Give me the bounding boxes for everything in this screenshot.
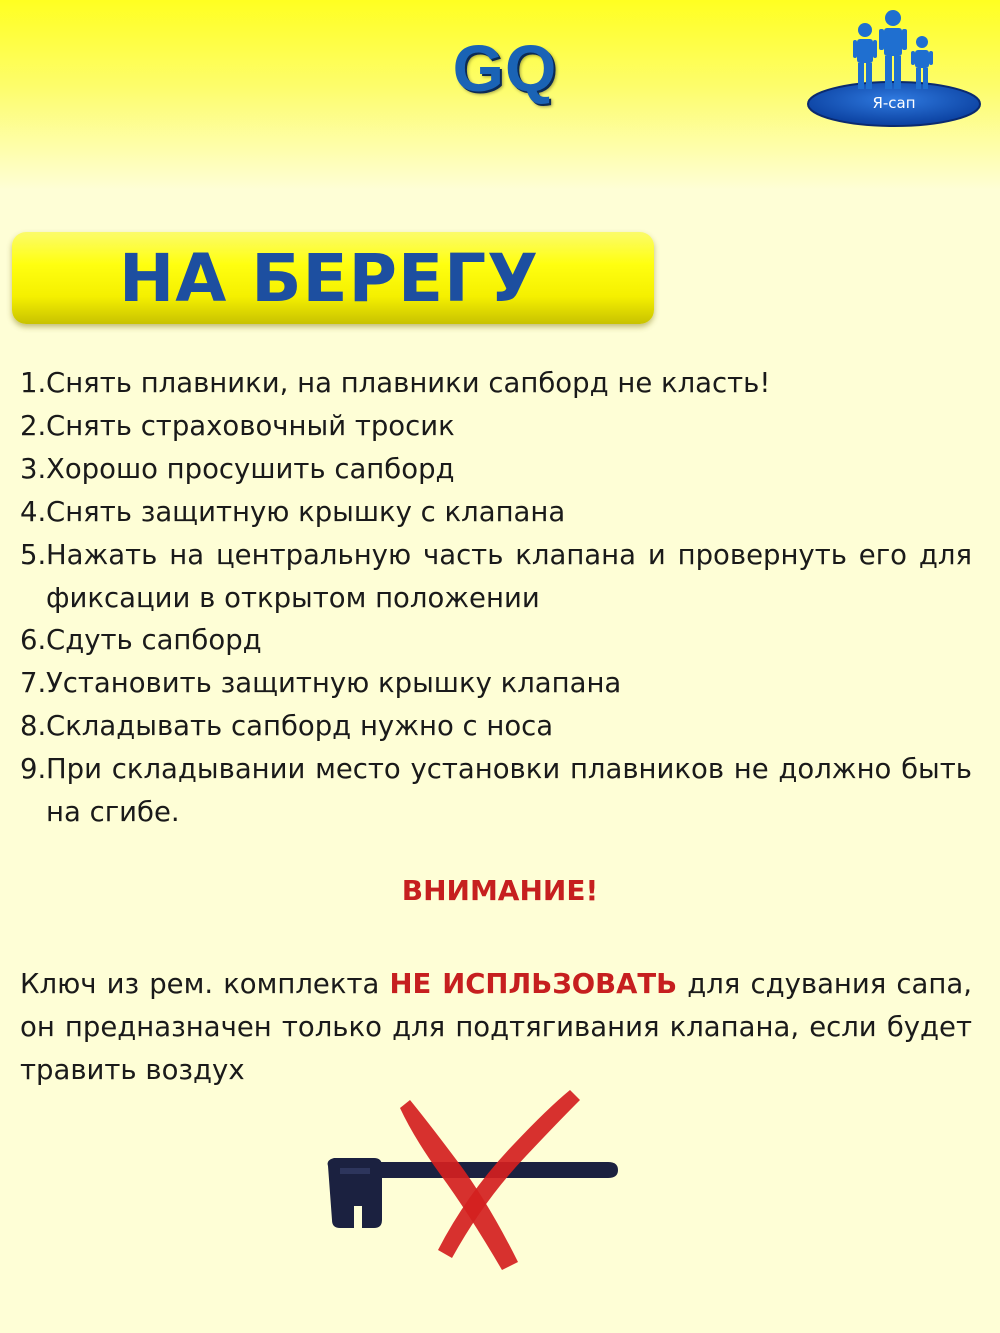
step-number: 9.: [20, 753, 47, 786]
instruction-list: [20, 362, 972, 834]
list-item: [20, 491, 972, 534]
list-item: [20, 534, 972, 620]
red-cross-icon: [400, 1090, 580, 1270]
list-item: [20, 362, 972, 405]
step-text: При складывании место установки плавников не должно быть на сгибе.: [46, 753, 972, 829]
step-number: 7.: [20, 667, 47, 700]
warning-title: ВНИМАНИЕ!: [401, 874, 599, 907]
warning-note: [20, 963, 972, 1092]
logo-label: Я-сап: [872, 94, 916, 112]
step-text: Нажать на центральную часть клапана и провернуть его для фиксации в открытом положении: [46, 538, 972, 614]
list-item: [20, 448, 972, 491]
step-text: Снять защитную крышку с клапана: [46, 495, 566, 528]
list-item: [20, 748, 972, 834]
list-item: [20, 619, 972, 662]
warning-text-before: Ключ из рем. комплекта: [20, 968, 390, 1000]
section-title: НА БЕРЕГУ: [118, 240, 540, 317]
step-text: Снять страховочный тросик: [46, 409, 455, 442]
step-text: Установить защитную крышку клапана: [46, 667, 622, 700]
step-number: 6.: [20, 624, 47, 657]
step-text: Сдуть сапборд: [46, 624, 262, 657]
step-number: 4.: [20, 495, 47, 528]
list-item: [20, 705, 972, 748]
step-number: 3.: [20, 452, 47, 485]
step-number: 8.: [20, 710, 47, 743]
list-item: [20, 405, 972, 448]
step-text: Хорошо просушить сапборд: [46, 452, 455, 485]
forbidden-wrench-illustration: [318, 1082, 628, 1278]
warning-emphasis: НЕ ИСПЛЬЗОВАТЬ: [389, 968, 678, 1000]
warning-text-after: для сдувания сапа, он предназначен только для подтягивания клапана, если будет травить воздух: [20, 968, 972, 1086]
step-number: 2.: [20, 409, 47, 442]
step-number: 5.: [20, 538, 47, 571]
list-item: [20, 662, 972, 705]
logo: [805, 8, 983, 130]
step-number: 1.: [20, 367, 47, 399]
step-text: Складывать сапборд нужно с носа: [46, 710, 554, 743]
brand-logo-text: GQ: [452, 31, 558, 105]
section-banner: [12, 232, 654, 324]
step-text: Снять плавники, на плавники сапборд не класть!: [46, 367, 771, 399]
